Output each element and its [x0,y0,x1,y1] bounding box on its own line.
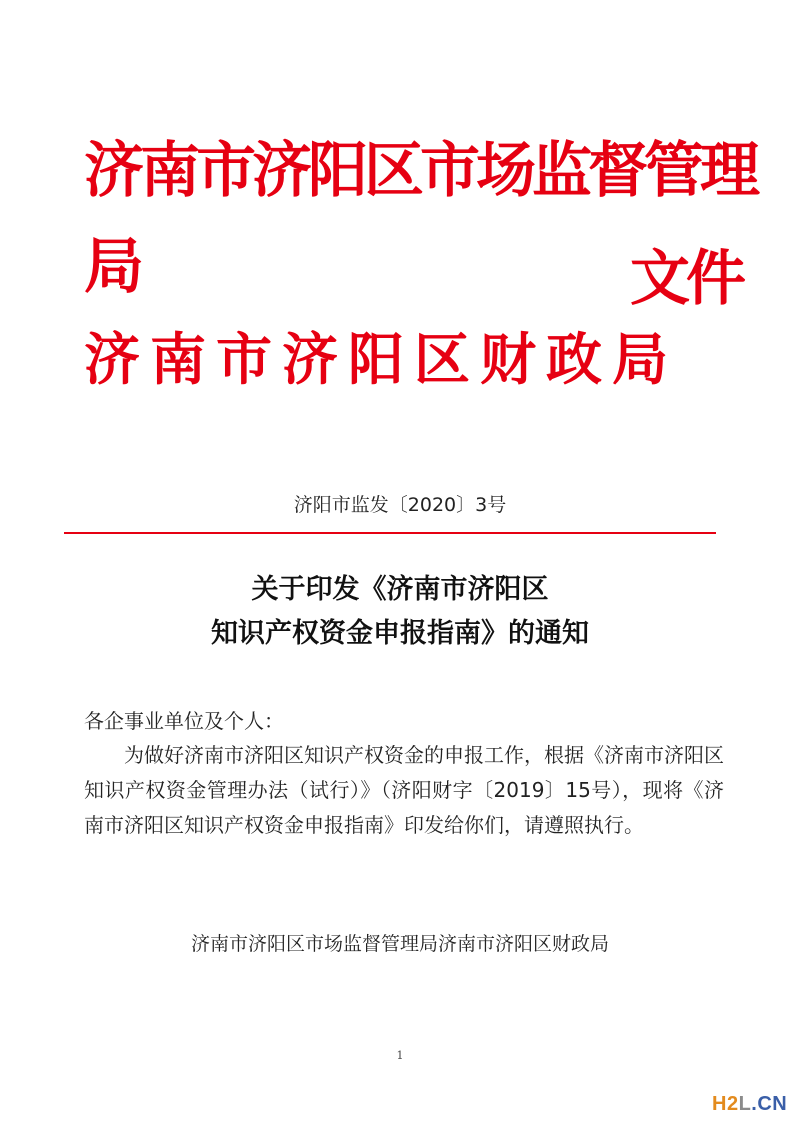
salutation: 各企事业单位及个人： [84,709,284,733]
issuing-org-line-1: 济南市济阳区市场监督管理 [84,136,756,206]
red-divider-line [64,532,716,534]
notice-title-line-2: 知识产权资金申报指南》的通知 [211,618,589,649]
watermark-part-3: .CN [751,1093,788,1115]
signature-block: 济南市济阳区市场监督管理局济南市济阳区财政局 [190,933,609,955]
notice-title-line-1: 关于印发《济南市济阳区 [251,574,549,605]
body-paragraph: 为做好济南市济阳区知识产权资金的申报工作，根据《济南市济阳区知识产权资金管理办法（试行）》（济阳财字〔2019〕15号），现将《济南市济阳区知识产权资金申报指南》印发给你们，请遵照执行。 [84,743,724,837]
issuing-org-line-3: 济南市济阳区财政局 [84,328,678,393]
document-header-suffix: 文件 [630,244,742,314]
issuing-org-line-2: 局 [84,232,144,302]
watermark-part-1: H2 [712,1093,739,1115]
watermark-logo [712,1092,787,1116]
watermark-part-2: L [738,1093,752,1115]
page-number: 1 [396,1049,404,1062]
document-number: 济阳市监发〔2020〕3号 [293,494,507,516]
